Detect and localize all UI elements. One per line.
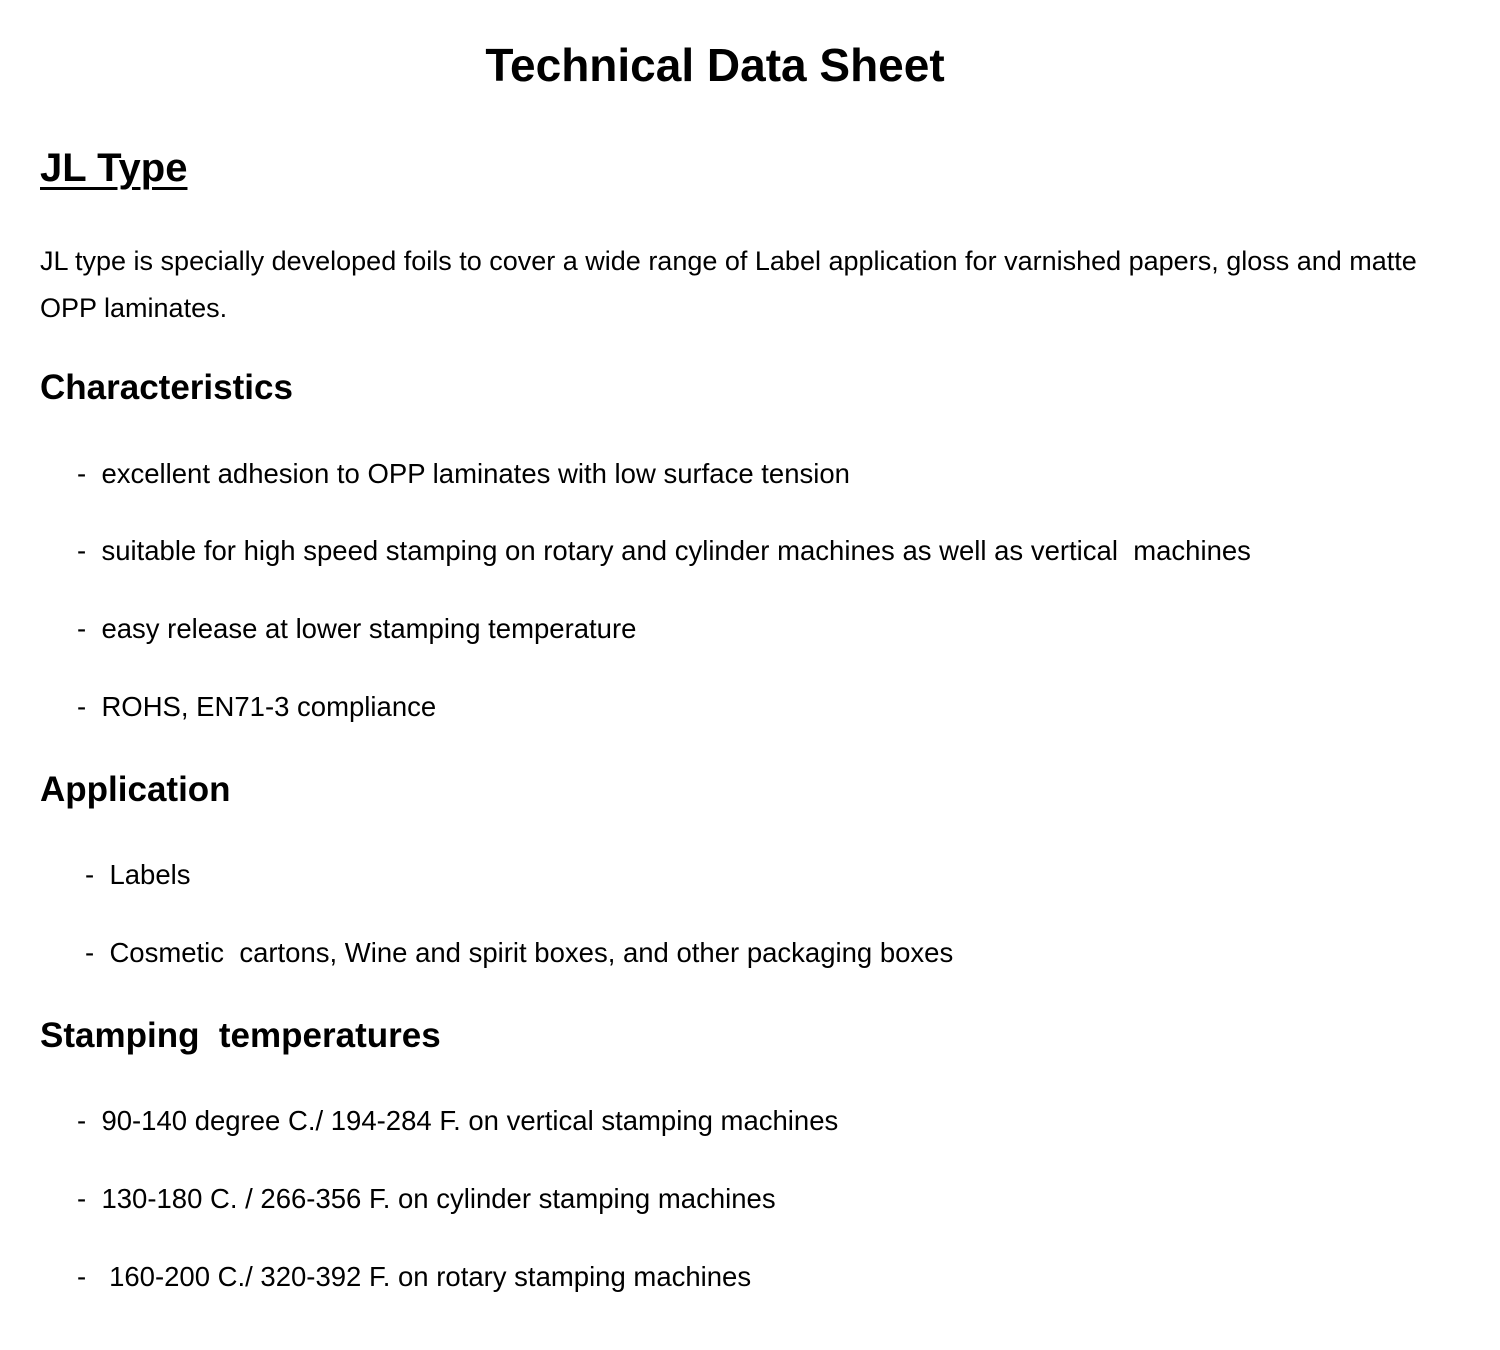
stamping-item: - 90-140 degree C./ 194-284 F. on vertical stamping machines: [77, 1105, 839, 1136]
characteristics-item: - easy release at lower stamping temperature: [77, 613, 637, 644]
stamping-heading: Stamping temperatures: [40, 1016, 441, 1055]
characteristics-item: - excellent adhesion to OPP laminates with low surface tension: [77, 458, 850, 489]
stamping-item: - 160-200 C./ 320-392 F. on rotary stamping machines: [77, 1261, 752, 1292]
stamping-item: - 130-180 C. / 266-356 F. on cylinder stamping machines: [77, 1183, 776, 1214]
application-item: - Cosmetic cartons, Wine and spirit boxes, and other packaging boxes: [85, 937, 954, 968]
characteristics-item: - suitable for high speed stamping on rotary and cylinder machines as well as vertical machines: [77, 535, 1251, 566]
application-heading: Application: [40, 770, 231, 809]
application-item: - Labels: [85, 859, 191, 890]
product-name: JL Type: [40, 146, 188, 190]
product-description: JL type is specially developed foils to cover a wide range of Label application for varnished papers, gloss and matte OPP laminates.: [40, 246, 1417, 323]
page-title: Technical Data Sheet: [485, 39, 945, 91]
characteristics-heading: Characteristics: [40, 368, 293, 407]
characteristics-item: - ROHS, EN71-3 compliance: [77, 691, 437, 722]
